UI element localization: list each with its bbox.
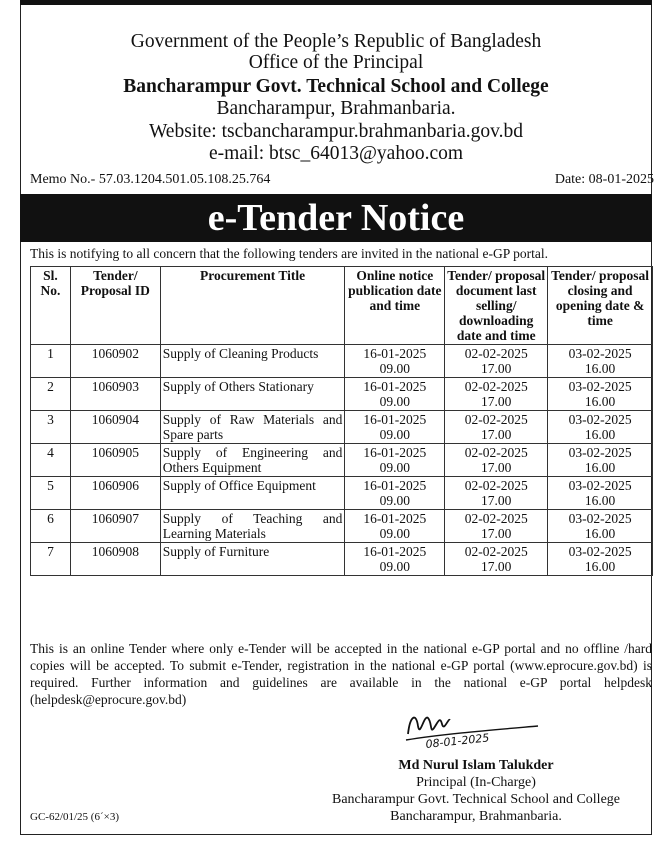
memo-number: Memo No.- 57.03.1204.501.05.108.25.764: [30, 172, 271, 187]
close-date: 03-02-2025: [568, 379, 632, 394]
header-sl: Sl. No.: [31, 267, 71, 345]
row-title: Supply of Others Stationary: [160, 378, 345, 411]
row-closing: [548, 477, 653, 510]
pub-date: 16-01-2025: [363, 544, 427, 559]
row-sl: 7: [31, 543, 71, 576]
row-closing: [548, 510, 653, 543]
row-tender-id: 1060906: [70, 477, 160, 510]
signature-block: [300, 757, 652, 825]
memo-date: Date: 08-01-2025: [554, 172, 654, 187]
row-selling: [445, 444, 548, 477]
row-tender-id: 1060907: [70, 510, 160, 543]
sell-time: 17.00: [481, 460, 512, 475]
sell-date: 02-02-2025: [464, 412, 528, 427]
row-sl: 2: [31, 378, 71, 411]
row-closing: [548, 444, 653, 477]
row-closing: [548, 411, 653, 444]
header-email: [0, 143, 672, 164]
close-time: 16.00: [584, 559, 616, 574]
row-tender-id: 1060902: [70, 345, 160, 378]
header-selling: Tender/ proposal document last selling/ downloading date and time: [445, 267, 548, 345]
close-time: 16.00: [584, 460, 616, 475]
pub-time: 09.00: [379, 526, 410, 541]
header-procurement-title: Procurement Title: [160, 267, 345, 345]
table-row: [31, 477, 653, 510]
header-website: [0, 121, 672, 142]
row-sl: 5: [31, 477, 71, 510]
close-time: 16.00: [584, 427, 616, 442]
close-date: 03-02-2025: [568, 346, 632, 361]
signatory-name: Md Nurul Islam Talukder: [398, 758, 554, 773]
close-date: 03-02-2025: [568, 445, 632, 460]
close-time: 16.00: [584, 493, 616, 508]
row-selling: [445, 510, 548, 543]
row-tender-id: 1060905: [70, 444, 160, 477]
row-closing: [548, 378, 653, 411]
row-tender-id: 1060904: [70, 411, 160, 444]
close-time: 16.00: [584, 526, 616, 541]
sell-date: 02-02-2025: [464, 511, 528, 526]
row-publication: [345, 510, 445, 543]
table-row: [31, 411, 653, 444]
sell-date: 02-02-2025: [464, 544, 528, 559]
header-address: [0, 98, 672, 119]
row-title: Supply of Raw Materials and Spare parts: [160, 411, 345, 444]
pub-time: 09.00: [379, 559, 410, 574]
close-time: 16.00: [584, 394, 616, 409]
intro-text: This is notifying to all concern that the following tenders are invited in the national e-GP portal.: [30, 246, 548, 261]
pub-time: 09.00: [379, 460, 410, 475]
pub-time: 09.00: [379, 427, 410, 442]
footnote-text: This is an online Tender where only e-Tender will be accepted in the national e-GP portal and no offline /hard copies will be accepted. To submit e-Tender, registration in the national e-GP portal (www.eprocure.gov.bd) is required. Further information and guidelines are available in the national e-GP portal helpdesk (helpdesk@eprocure.gov.bd): [30, 641, 652, 707]
header-tender-id: Tender/ Proposal ID: [70, 267, 160, 345]
sell-date: 02-02-2025: [464, 346, 528, 361]
table-row: [31, 543, 653, 576]
pub-time: 09.00: [379, 394, 410, 409]
header-government: [0, 31, 672, 52]
institution-name: Bancharampur Govt. Technical School and College: [123, 76, 549, 97]
row-tender-id: 1060908: [70, 543, 160, 576]
office-line: Office of the Principal: [248, 52, 424, 73]
row-publication: [345, 345, 445, 378]
row-tender-id: 1060903: [70, 378, 160, 411]
row-title: Supply of Office Equipment: [160, 477, 345, 510]
signatory-address: Bancharampur, Brahmanbaria.: [390, 809, 562, 824]
row-sl: 6: [31, 510, 71, 543]
pub-date: 16-01-2025: [363, 379, 427, 394]
row-publication: [345, 543, 445, 576]
sell-date: 02-02-2025: [464, 445, 528, 460]
pub-date: 16-01-2025: [363, 478, 427, 493]
website-line: Website: tscbancharampur.brahmanbaria.gov.bd: [148, 121, 524, 142]
row-sl: 3: [31, 411, 71, 444]
svg-text:08-01-2025: 08-01-2025: [424, 731, 490, 751]
header-publication: Online notice publication date and time: [345, 267, 445, 345]
row-selling: [445, 543, 548, 576]
sell-time: 17.00: [481, 427, 512, 442]
sell-date: 02-02-2025: [464, 478, 528, 493]
pub-date: 16-01-2025: [363, 412, 427, 427]
close-date: 03-02-2025: [568, 478, 632, 493]
table-row: [31, 444, 653, 477]
row-publication: [345, 411, 445, 444]
close-time: 16.00: [584, 361, 616, 376]
row-closing: [548, 345, 653, 378]
signatory-designation: Principal (In-Charge): [416, 775, 536, 790]
row-publication: [345, 477, 445, 510]
row-sl: 1: [31, 345, 71, 378]
row-selling: [445, 477, 548, 510]
pub-date: 16-01-2025: [363, 511, 427, 526]
table-row: [31, 378, 653, 411]
pub-time: 09.00: [379, 493, 410, 508]
row-title: Supply of Engineering and Others Equipment: [160, 444, 345, 477]
row-selling: [445, 345, 548, 378]
close-date: 03-02-2025: [568, 511, 632, 526]
sell-time: 17.00: [481, 526, 512, 541]
row-title: Supply of Furniture: [160, 543, 345, 576]
header-closing: Tender/ proposal closing and opening date & time: [548, 267, 653, 345]
gc-code: GC-62/01/25 (6´×3): [30, 811, 119, 823]
header-institution: [0, 76, 672, 97]
close-date: 03-02-2025: [568, 412, 632, 427]
signatory-institution: Bancharampur Govt. Technical School and College: [331, 792, 620, 807]
row-selling: [445, 378, 548, 411]
pub-date: 16-01-2025: [363, 346, 427, 361]
institution-address: Bancharampur, Brahmanbaria.: [216, 98, 456, 119]
row-title: Supply of Teaching and Learning Materials: [160, 510, 345, 543]
table-row: [31, 345, 653, 378]
sell-time: 17.00: [481, 559, 512, 574]
handwritten-signature: [402, 704, 542, 754]
row-publication: [345, 378, 445, 411]
close-date: 03-02-2025: [568, 544, 632, 559]
sell-time: 17.00: [481, 394, 512, 409]
row-publication: [345, 444, 445, 477]
header-office: [0, 52, 672, 73]
row-selling: [445, 411, 548, 444]
pub-date: 16-01-2025: [363, 445, 427, 460]
tender-table: [30, 266, 653, 576]
row-title: Supply of Cleaning Products: [160, 345, 345, 378]
row-closing: [548, 543, 653, 576]
sell-time: 17.00: [481, 493, 512, 508]
sell-date: 02-02-2025: [464, 379, 528, 394]
table-row: [31, 510, 653, 543]
government-line: Government of the People’s Republic of Bangladesh: [130, 31, 542, 52]
notice-banner: e-Tender Notice: [20, 194, 652, 242]
sell-time: 17.00: [481, 361, 512, 376]
pub-time: 09.00: [379, 361, 410, 376]
row-sl: 4: [31, 444, 71, 477]
table-header-row: [31, 267, 653, 345]
email-line: e-mail: btsc_64013@yahoo.com: [208, 143, 464, 164]
